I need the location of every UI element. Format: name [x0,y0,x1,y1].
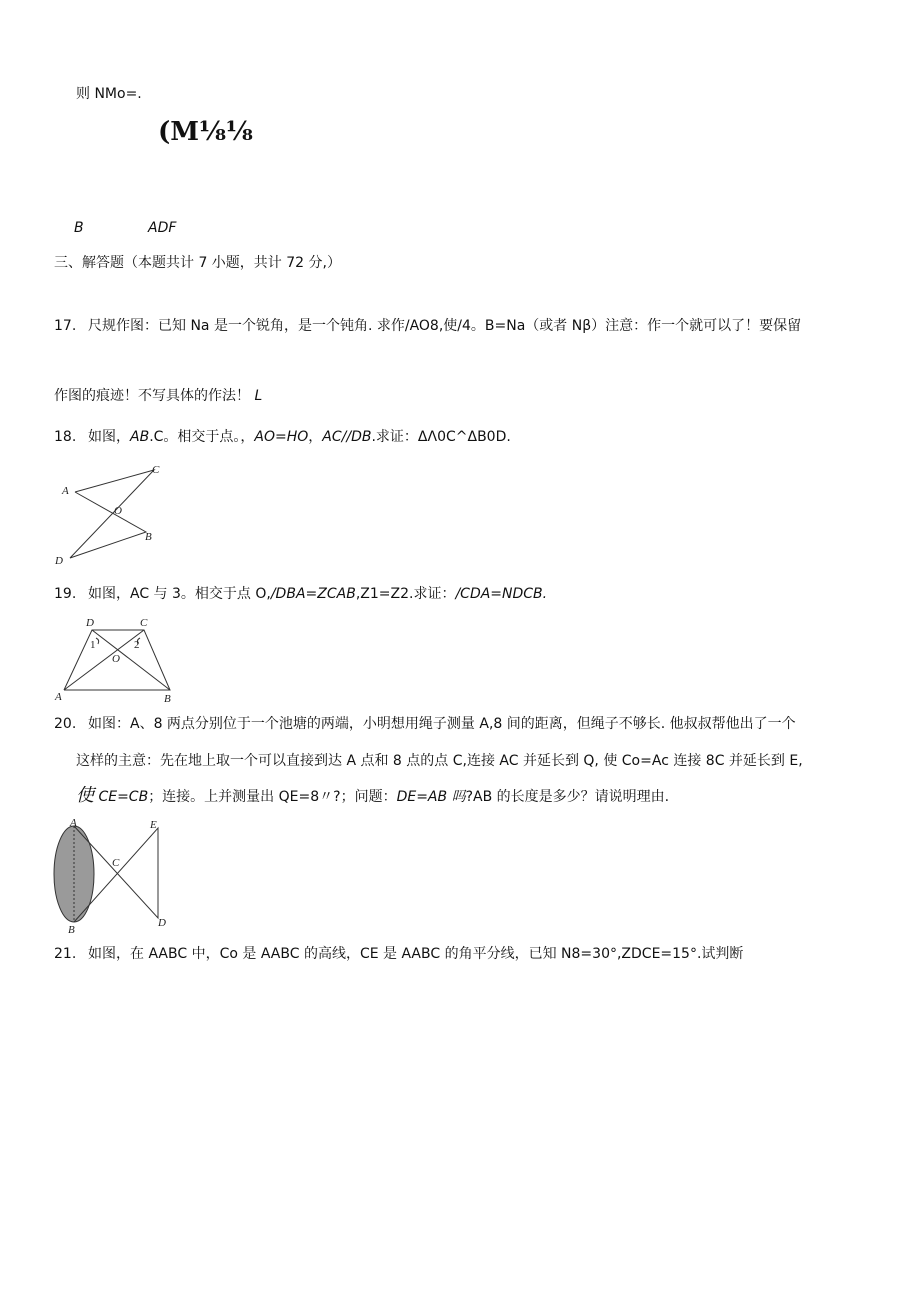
q20-shi: 使 [76,785,94,806]
q18-text [88,427,511,447]
q20-line3 [76,786,669,807]
figure-label-adf: ADF [148,220,177,236]
figure-label-b: B [74,220,84,236]
q19-mid: ,Z1=Z2.求证： [355,586,456,602]
q18-ital2: AO=HO [254,429,309,445]
q19-label-o: O [112,653,120,665]
q19-figure [52,614,182,704]
q20-number: 20. [54,716,77,732]
q19-label-c: C [140,617,148,629]
q20-tail: ?AB 的长度是多少？请说明理由. [465,789,670,805]
q20-ital1: CE=CB [94,789,149,805]
q21-number: 21. [54,946,77,962]
q20-label-c: C [112,857,120,869]
q18-label-d: D [55,555,63,567]
q18-label-b: B [145,531,152,543]
fragment-line-nmo: 则 NMo=. [76,86,142,102]
q20-line2: 这样的主意：先在地上取一个可以直接到达 A 点和 8 点的点 C,连接 AC 并延长到 Q, 使 Co=Ac 连接 8C 并延长到 E, [76,753,803,769]
section-heading: 三、解答题（本题共计 7 小题，共计 72 分,） [54,255,341,271]
q19-label-a: A [55,691,62,703]
q19-number: 19. [54,586,77,602]
q21-line1: 如图，在 AABC 中，Co 是 AABC 的高线，CE 是 AABC 的角平分线，已知 N8=30°,ZDCE=15°.试判断 [88,946,744,962]
q20-label-e: E [150,819,157,831]
q19-label-2: 2 [134,639,140,651]
garbled-symbol: (M⅛⅛ [158,117,253,147]
q18-post: .求证：ΔΛ0C^ΔB0D. [371,429,511,445]
q19-ital2: /CDA=NDCB. [455,586,548,602]
q17-line2-tail: L [254,388,263,404]
q17-number: 17. [54,318,77,334]
q18-label-a: A [62,485,69,497]
q19-label-b: B [164,693,171,704]
q19-ital: /DBA=ZCAB [270,586,356,602]
q19-label-1: 1 [90,639,96,651]
q18-ital1: AB [130,429,150,445]
q20-label-b: B [68,924,75,936]
q18-ital3: AC//DB [322,429,372,445]
q20-figure [50,816,180,936]
q20-ital2: DE=AB [396,789,448,805]
q17-line1: 尺规作图：已知 Na 是一个锐角，是一个钝角. 求作/AO8,使/4。B=Na（或者 Nβ）注意：作一个就可以了！要保留 [88,318,802,334]
q20-label-a: A [70,817,77,829]
q18-label-c: C [152,464,160,476]
q19-label-d: D [86,617,94,629]
q18-figure [52,460,172,570]
q18-label-o: O [114,505,122,517]
q17-line2 [54,386,262,406]
q20-mid: ；连接。上并测量出 QE=8〃?；问题： [148,789,397,805]
q18-figure-lines [70,470,154,558]
q20-line1: 如图：A、8 两点分别位于一个池塘的两端，小明想用绳子测量 A,8 间的距离，但绳子不够长. 他叔叔帮他出了一个 [88,716,796,732]
q20-ma: 吗 [447,789,466,805]
q18-mid: .C。相交于点。， [149,429,255,445]
q19-figure-arc-1 [96,638,99,644]
q20-label-d: D [158,917,166,929]
q18-pre: 如图， [88,429,130,445]
q18-number: 18. [54,429,77,445]
q17-line2-text: 作图的痕迹！不写具体的作法！ [54,388,250,404]
q18-sep: ， [308,429,323,445]
q19-pre: 如图，AC 与 3。相交于点 O, [88,586,271,602]
q19-text [88,584,547,604]
